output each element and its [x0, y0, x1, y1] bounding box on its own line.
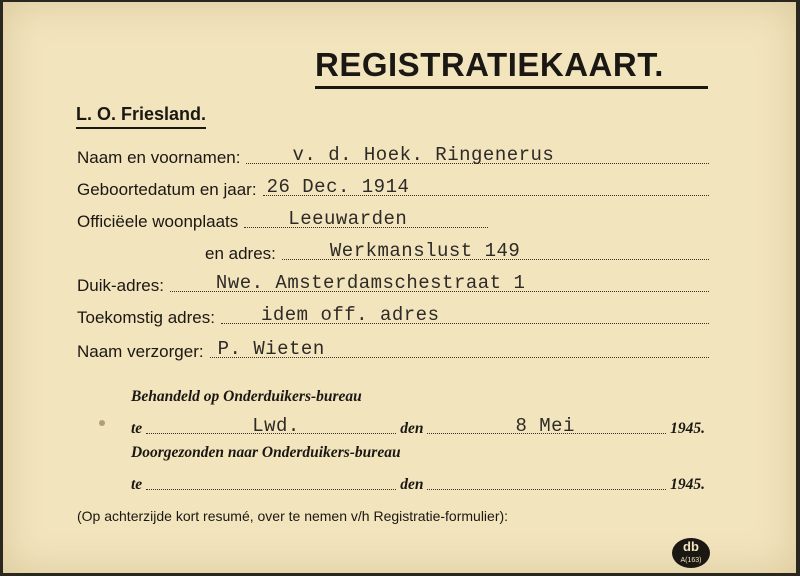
- field-future-address-row: [77, 302, 709, 328]
- te-line: [146, 467, 396, 490]
- organization-label: L. O. Friesland.: [76, 104, 206, 129]
- printer-mark-logo: [672, 538, 710, 568]
- te-value: Lwd.: [252, 415, 300, 437]
- registration-card: [3, 2, 796, 573]
- field-line: [246, 137, 709, 164]
- field-value: Leeuwarden: [288, 208, 408, 230]
- field-birthdate-row: [77, 174, 709, 200]
- te-label: te: [131, 476, 143, 493]
- te-label: te: [131, 420, 143, 437]
- field-value: P. Wieten: [217, 338, 325, 360]
- field-label: en adres:: [205, 244, 276, 263]
- printer-mark-top: db: [683, 539, 699, 554]
- paper-stain: [99, 420, 105, 426]
- den-label: den: [400, 476, 424, 493]
- field-address-row: [77, 238, 709, 264]
- den-line: [427, 411, 666, 437]
- field-line: [221, 297, 709, 324]
- field-label: Duik-adres:: [77, 276, 164, 295]
- field-line: [170, 265, 709, 292]
- forwarded-heading: Doorgezonden naar Onderduikers-bureau: [131, 444, 401, 461]
- field-label: Toekomstig adres:: [77, 308, 215, 327]
- forwarded-row: [131, 472, 709, 494]
- den-value: 8 Mei: [515, 415, 575, 437]
- field-label: Geboortedatum en jaar:: [77, 180, 257, 199]
- field-value: 26 Dec. 1914: [266, 176, 410, 198]
- den-line: [427, 467, 666, 490]
- footer-note: (Op achterzijde kort resumé, over te nemen v/h Registratie-formulier):: [77, 508, 509, 524]
- field-value: Werkmanslust 149: [329, 240, 521, 262]
- field-label: Naam en voornamen:: [77, 148, 241, 167]
- field-caretaker-row: [77, 336, 709, 362]
- title-underline: [315, 86, 708, 89]
- field-value: v. d. Hoek. Ringenerus: [292, 144, 555, 166]
- field-residence-row: [77, 206, 709, 232]
- treated-row: [131, 416, 709, 438]
- field-name-row: [77, 142, 709, 168]
- field-value: idem off. adres: [260, 304, 440, 326]
- year-label: 1945.: [670, 476, 705, 493]
- card-title: REGISTRATIEKAART.: [315, 46, 664, 83]
- te-line: [146, 411, 396, 437]
- printer-mark-bottom: A(163): [680, 557, 702, 564]
- field-label: Naam verzorger:: [77, 342, 204, 361]
- den-label: den: [400, 420, 424, 437]
- field-label: Officiëele woonplaats: [77, 212, 239, 231]
- field-value: Nwe. Amsterdamschestraat 1: [215, 272, 526, 294]
- field-line: [244, 201, 488, 228]
- field-line: [263, 169, 709, 196]
- treated-heading: Behandeld op Onderduikers-bureau: [131, 388, 362, 405]
- year-label: 1945.: [670, 420, 705, 437]
- field-line: [210, 331, 709, 358]
- field-hiding-address-row: [77, 270, 709, 296]
- field-line: [282, 233, 709, 260]
